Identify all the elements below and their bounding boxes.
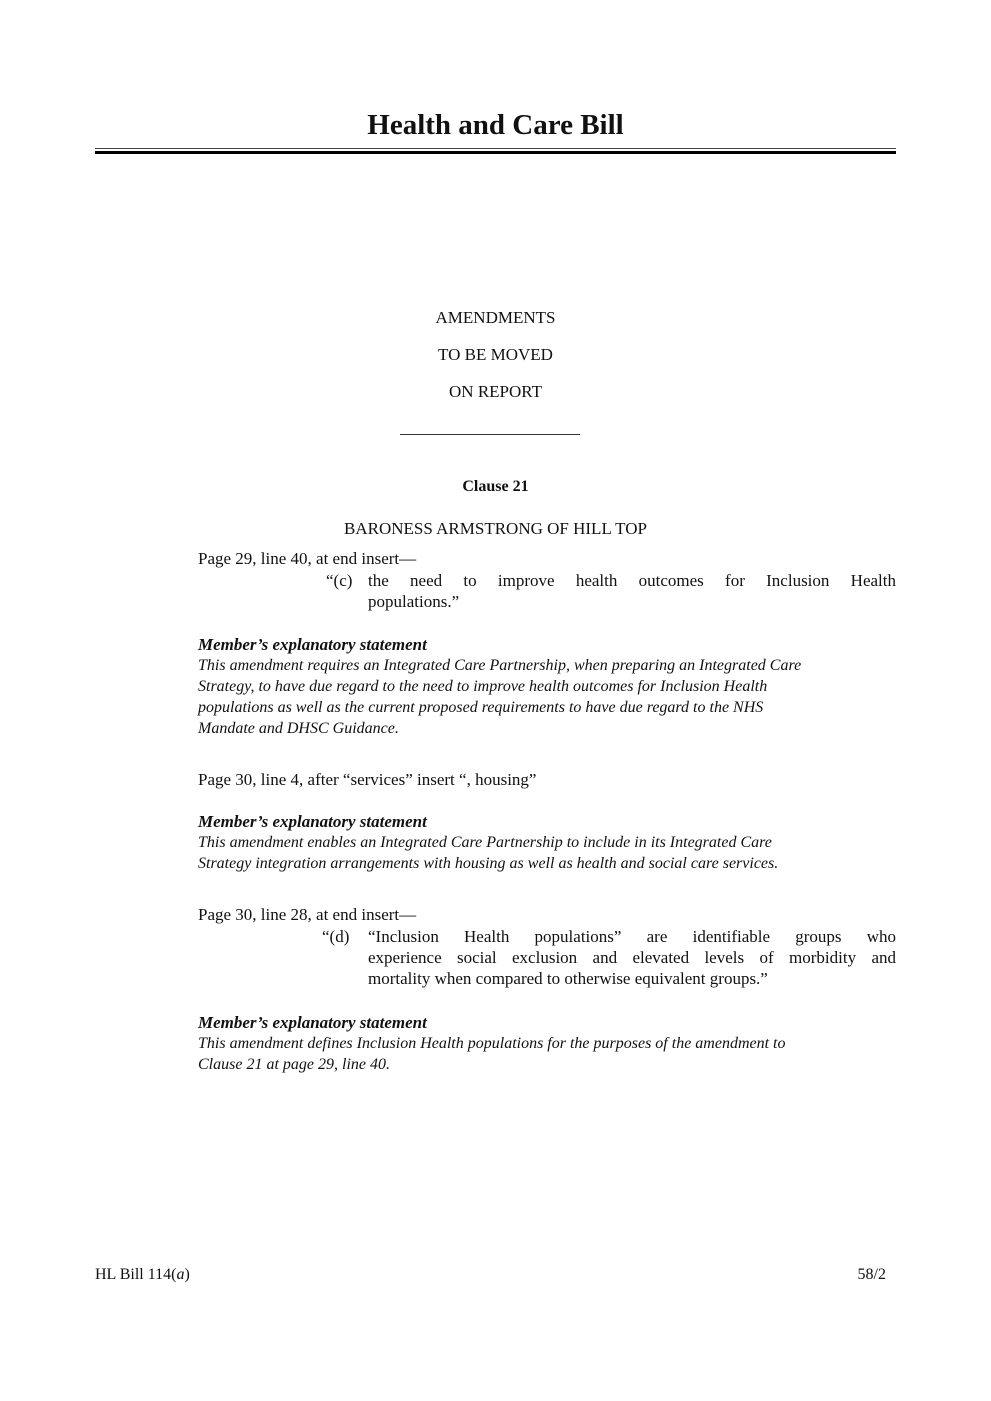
title-rule-thin	[95, 148, 896, 149]
statement-heading: Member’s explanatory statement	[198, 635, 427, 654]
heading-line: AMENDMENTS	[435, 308, 556, 327]
statement-line: This amendment enables an Integrated Care Partnership to include in its Integrated Care	[198, 834, 772, 851]
statement-line: Strategy integration arrangements with housing as well as health and social care services.	[198, 855, 779, 872]
bill-reference: HL Bill 114(a)	[95, 1266, 190, 1283]
statement-line: Mandate and DHSC Guidance.	[198, 720, 399, 737]
statement-heading: Member’s explanatory statement	[198, 812, 427, 831]
statement-heading: Member’s explanatory statement	[198, 1013, 427, 1032]
statement-line: Clause 21 at page 29, line 40.	[198, 1056, 390, 1073]
page-reference: 58/2	[857, 1266, 886, 1283]
section-divider	[400, 434, 580, 435]
bill-title: Health and Care Bill	[367, 109, 624, 141]
statement-line: Strategy, to have due regard to the need to improve health outcomes for Inclusion Health	[198, 678, 768, 695]
title-rule-thick	[95, 151, 896, 154]
clause-heading: Clause 21	[462, 478, 529, 495]
amendment-instruction: Page 29, line 40, at end insert—	[198, 549, 417, 568]
amendment-instruction: Page 30, line 28, at end insert—	[198, 905, 417, 924]
member-name: BARONESS ARMSTRONG OF HILL TOP	[344, 519, 647, 538]
statement-line: This amendment requires an Integrated Care Partnership, when preparing an Integrated Care	[198, 657, 802, 674]
statement-line: populations as well as the current proposed requirements to have due regard to the NHS	[198, 699, 764, 716]
amendment-text-line: the need to improve health outcomes for Inclusion Health	[368, 571, 896, 590]
amendment-instruction: Page 30, line 4, after “services” insert “, housing”	[198, 770, 537, 789]
paragraph-label: “(c)	[326, 571, 353, 590]
statement-line: This amendment defines Inclusion Health populations for the purposes of the amendment to	[198, 1035, 786, 1052]
amendment-text-line: experience social exclusion and elevated levels of morbidity and	[368, 948, 896, 967]
bill-number: HL Bill 114	[95, 1266, 172, 1283]
amendment-text-line: mortality when compared to otherwise equivalent groups.”	[368, 969, 768, 988]
heading-line: ON REPORT	[449, 382, 542, 401]
amendment-text-line: populations.”	[368, 592, 460, 611]
bill-suffix: a	[176, 1266, 185, 1283]
heading-line: TO BE MOVED	[438, 345, 553, 364]
amendment-text-line: “Inclusion Health populations” are identifiable groups who	[368, 927, 896, 946]
paragraph-label: “(d)	[322, 927, 350, 946]
